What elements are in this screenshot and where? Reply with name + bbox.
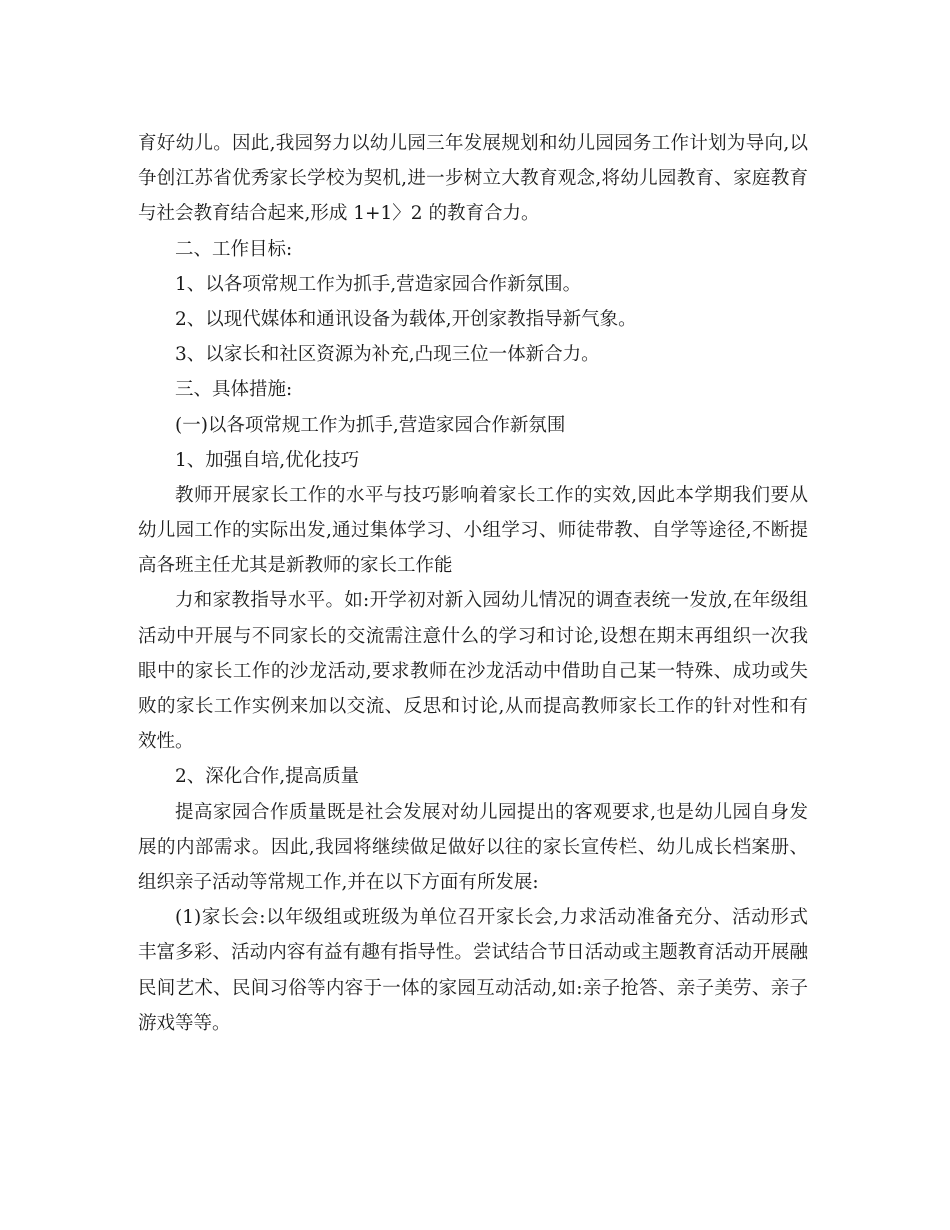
text-line: 败的家长工作实例来加以交流、反思和讨论,从而提高教师家长工作的针对性和有 [138, 696, 808, 717]
text-line: 效性。 [138, 731, 194, 753]
text-line: 1、以各项常规工作为抓手,营造家园合作新氛围。 [175, 273, 582, 295]
text-line: 力和家教指导水平。如:开学初对新入园幼儿情况的调查表统一发放,在年级组 [175, 590, 808, 612]
text-line: 二、工作目标: [175, 238, 293, 260]
text-line: 组织亲子活动等常规工作,并在以下方面有所发展: [138, 871, 539, 893]
text-line: 1、加强自培,优化技巧 [175, 449, 360, 471]
text-line: (一)以各项常规工作为抓手,营造家园合作新氛围 [175, 414, 566, 436]
text-line: 与社会教育结合起来,形成 1+1〉2 的教育合力。 [138, 203, 540, 225]
text-line: 教师开展家长工作的水平与技巧影响着家长工作的实效,因此本学期我们要从 [175, 484, 808, 506]
text-line: 2、以现代媒体和通讯设备为载体,开创家教指导新气象。 [175, 308, 637, 330]
text-line: 民间艺术、民间习俗等内容于一体的家园互动活动,如:亲子抢答、亲子美劳、亲子 [138, 977, 808, 999]
text-line: 展的内部需求。因此,我园将继续做足做好以往的家长宣传栏、幼儿成长档案册、 [138, 836, 808, 858]
text-line: 高各班主任尤其是新教师的家长工作能 [138, 555, 453, 577]
text-line: 争创江苏省优秀家长学校为契机,进一步树立大教育观念,将幼儿园教育、家庭教育 [138, 168, 808, 190]
text-line: 提高家园合作质量既是社会发展对幼儿园提出的客观要求,也是幼儿园自身发 [175, 801, 808, 823]
text-line: 幼儿园工作的实际出发,通过集体学习、小组学习、师徒带教、自学等途径,不断提 [138, 520, 808, 542]
text-line: 游戏等等。 [138, 1012, 231, 1034]
text-line: 眼中的家长工作的沙龙活动,要求教师在沙龙活动中借助自己某一特殊、成功或失 [138, 660, 808, 682]
text-line: 育好幼儿。因此,我园努力以幼儿园三年发展规划和幼儿园园务工作计划为导向,以 [138, 133, 808, 154]
text-line: 活动中开展与不同家长的交流需注意什么的学习和讨论,设想在期末再组织一次我 [138, 625, 808, 647]
text-line: 2、深化合作,提高质量 [175, 766, 360, 788]
document-page [138, 126, 818, 1041]
text-line: 三、具体措施: [175, 379, 293, 401]
text-line: 3、以家长和社区资源为补充,凸现三位一体新合力。 [175, 344, 600, 366]
text-line: (1)家长会:以年级组或班级为单位召开家长会,力求活动准备充分、活动形式 [175, 907, 808, 929]
text-line: 丰富多彩、活动内容有益有趣有指导性。尝试结合节日活动或主题教育活动开展融 [138, 942, 808, 964]
